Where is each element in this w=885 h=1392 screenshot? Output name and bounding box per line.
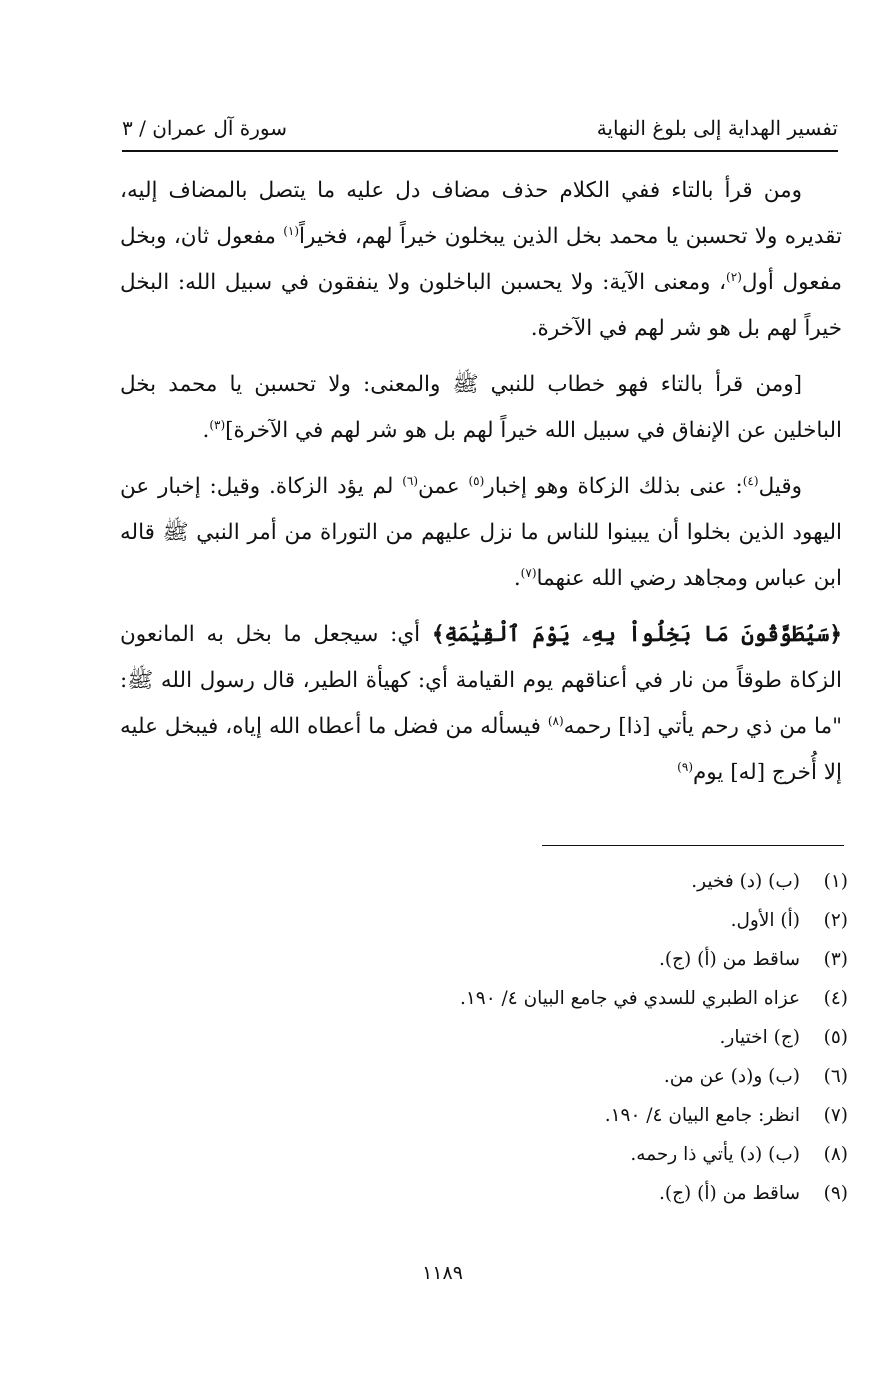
paragraph-3: وقيل$^{(٤)}$: عنى بذلك الزكاة وهو إخبار$^{(٥)}$ عمن$^{(٦)}$ لم يؤد الزكاة. وقيل: إخبار عن اليهود الذين بخلوا أن يبينوا للناس ما نزل عليهم من التوراة من أمر النبي ﷺ قاله ابن عباس ومجاهد رضي الله عنهما$^{(٧)}$. — [120, 473, 842, 591]
footnote-item: (٥) (ج) اختيار. — [719, 1027, 848, 1048]
footnote-ref: (٤) — [742, 473, 759, 488]
footnotes — [300, 862, 848, 1213]
footnote-ref: (٧) — [520, 565, 537, 580]
footnote-item: (٣) ساقط من (أ) (ج). — [658, 949, 848, 970]
running-header — [122, 108, 838, 148]
footnote-ref: (٢) — [726, 269, 742, 284]
footnote-item: (٢) (أ) الأول. — [730, 910, 848, 931]
footnote-item: (٧) انظر: جامع البيان ٤/ ١٩٠. — [604, 1105, 848, 1126]
footnote-ref: (٨) — [547, 713, 564, 728]
paragraph-2: [ومن قرأ بالتاء فهو خطاب للنبي ﷺ والمعنى: ولا تحسبن يا محمد بخل الباخلين عن الإنفاق في سبيل الله خيراً لهم بل هو شر لهم في الآخرة]$^{(٣)}$. — [120, 372, 842, 443]
header-rule — [122, 150, 838, 152]
paragraph-4: ﴿سَيُطَوَّقُونَ مَا بَخِلُواْ بِهِۦ يَوْمَ ٱلْقِيَٰمَةِ﴾ أي: سيجعل ما بخل به المانعون الزكاة طوقاً من نار في أعناقهم يوم القيامة أي: كهيأة الطير، قال رسول الله ﷺ: "ما من ذي رحم يأتي [ذا] رحمه$^{(٨)}$ فيسأله من فضل ما أعطاه الله إياه، فيبخل عليه إلا أُخرج [له] يوم$^{(٩)}$ — [120, 622, 842, 785]
footnote-separator — [542, 845, 844, 846]
paragraph-1: ومن قرأ بالتاء ففي الكلام حذف مضاف دل عليه ما يتصل بالمضاف إليه، تقديره ولا تحسبن يا محمد بخل الذين يبخلون خيراً لهم، فخيراً$^{(١)}$ مفعول ثان، وبخل مفعول أول$^{(٢)}$، ومعنى الآية: ولا يحسبن الباخلون ولا ينفقون في سبيل الله: البخل خيراً لهم بل هو شر لهم في الآخرة. — [120, 178, 842, 341]
footnote-ref: (٣) — [209, 417, 226, 432]
footnote-ref: (٩) — [677, 759, 693, 774]
quran-verse: ﴿سَيُطَوَّقُونَ مَا بَخِلُواْ بِهِۦ يَوْمَ ٱلْقِيَٰمَةِ﴾ — [431, 622, 842, 647]
footnote-item: (١) (ب) (د) فخير. — [691, 871, 848, 892]
surah-label: سورة آل عمران / ٣ — [122, 116, 288, 140]
main-text — [120, 168, 842, 806]
footnote-ref: (٥) — [468, 473, 485, 488]
book-title: تفسير الهداية إلى بلوغ النهاية — [596, 116, 838, 140]
footnote-item: (٤) عزاه الطبري للسدي في جامع البيان ٤/ ١٩٠. — [459, 988, 848, 1009]
footnote-ref: (١) — [283, 223, 300, 238]
footnote-item: (٨) (ب) (د) يأتي ذا رحمه. — [630, 1144, 848, 1165]
footnote-item: (٦) (ب) و(د) عن من. — [663, 1066, 848, 1087]
footnote-ref: (٦) — [402, 473, 419, 488]
footnote-item: (٩) ساقط من (أ) (ج). — [658, 1183, 848, 1204]
page-number: ١١٨٩ — [422, 1262, 463, 1284]
